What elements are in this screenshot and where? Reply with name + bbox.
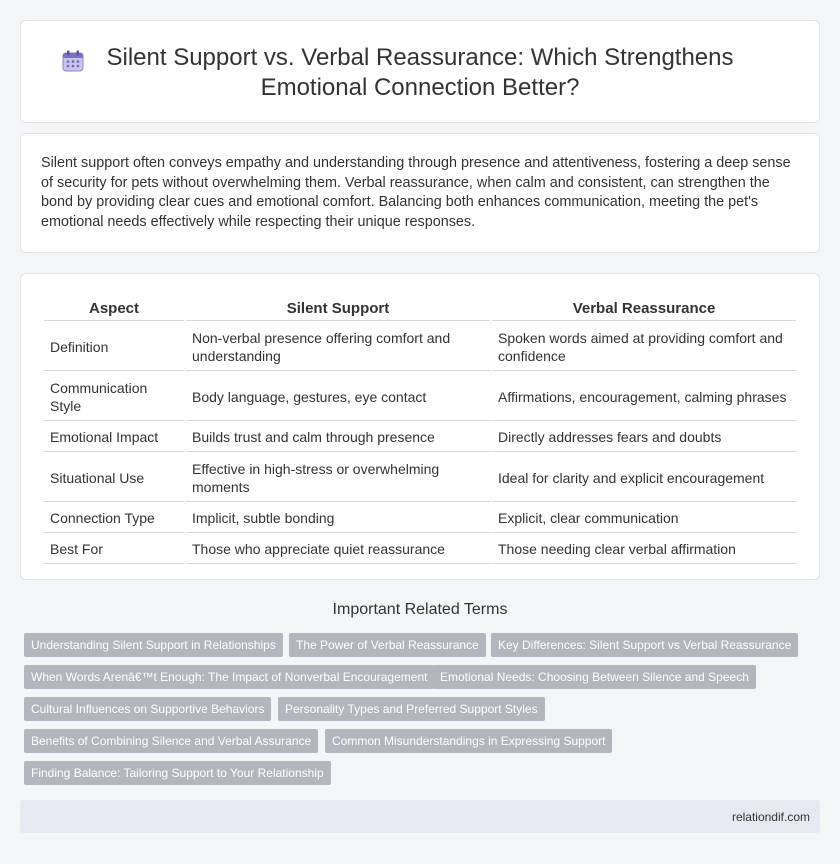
related-term-tag[interactable]: Key Differences: Silent Support vs Verbal Reassurance: [491, 633, 798, 657]
table-cell: Body language, gestures, eye contact: [186, 373, 490, 421]
related-term-tag[interactable]: Personality Types and Preferred Support Styles: [278, 697, 545, 721]
table-cell: Implicit, subtle bonding: [186, 504, 490, 533]
related-term-tag[interactable]: Finding Balance: Tailoring Support to Your Relationship: [24, 761, 331, 785]
footer-site-link[interactable]: relationdif.com: [731, 810, 810, 824]
table-cell: Explicit, clear communication: [492, 504, 796, 533]
related-term-tag[interactable]: When Words Arenâ€™t Enough: The Impact of Nonverbal Encouragement: [24, 665, 434, 689]
table-row: [44, 535, 796, 564]
table-row: [44, 373, 796, 421]
table-cell: Spoken words aimed at providing comfort and confidence: [492, 323, 796, 371]
related-term-tag[interactable]: Cultural Influences on Supportive Behaviors: [24, 697, 271, 721]
header-silent-support: Silent Support: [186, 296, 490, 321]
related-term-tag[interactable]: Benefits of Combining Silence and Verbal Assurance: [24, 729, 318, 753]
calendar-icon: [61, 49, 85, 73]
related-term-tag[interactable]: Common Misunderstandings in Expressing Support: [325, 729, 612, 753]
header-aspect: Aspect: [44, 296, 184, 321]
table-cell: Emotional Impact: [44, 423, 184, 452]
table-row: [44, 423, 796, 452]
comparison-card: [20, 273, 820, 580]
table-cell: Those who appreciate quiet reassurance: [186, 535, 490, 564]
intro-text: Silent support often conveys empathy and understanding through presence and attentiveness, fostering a deep sense of security for pets without overwhelming them. Verbal reassurance, when calm and consistent, can strengthen the bond by providing clear cues and emotional comfort. Balancing both enhances communication, meeting the pet's emotional needs effectively while respecting their unique responses.: [41, 155, 791, 230]
page-title-line2: Emotional Connection Better?: [260, 74, 580, 101]
table-cell: Builds trust and calm through presence: [186, 423, 490, 452]
table-row: [44, 504, 796, 533]
title-card: [20, 20, 820, 123]
table-cell: Connection Type: [44, 504, 184, 533]
table-cell: Directly addresses fears and doubts: [492, 423, 796, 452]
related-term-tag[interactable]: Emotional Needs: Choosing Between Silence and Speech: [433, 665, 756, 689]
related-terms-title: Important Related Terms: [332, 601, 508, 618]
table-cell: Communication Style: [44, 373, 184, 421]
related-term-tag[interactable]: Understanding Silent Support in Relationships: [24, 633, 283, 657]
table-header-row: [44, 296, 796, 321]
table-cell: Best For: [44, 535, 184, 564]
table-cell: Situational Use: [44, 454, 184, 502]
table-cell: Non-verbal presence offering comfort and understanding: [186, 323, 490, 371]
intro-card: [20, 133, 820, 253]
table-row: [44, 323, 796, 371]
page-title: [107, 43, 734, 103]
comparison-table: [42, 294, 798, 566]
header-verbal-reassurance: Verbal Reassurance: [492, 296, 796, 321]
table-cell: Those needing clear verbal affirmation: [492, 535, 796, 564]
footer: [20, 800, 820, 833]
table-cell: Affirmations, encouragement, calming phrases: [492, 373, 796, 421]
title-wrap: [107, 43, 734, 103]
table-cell: Effective in high-stress or overwhelming moments: [186, 454, 490, 502]
related-term-tag[interactable]: The Power of Verbal Reassurance: [289, 633, 486, 657]
page-title-line1: Silent Support vs. Verbal Reassurance: Which Strengthens: [106, 44, 734, 71]
table-cell: Ideal for clarity and explicit encouragement: [492, 454, 796, 502]
table-row: [44, 454, 796, 502]
table-cell: Definition: [44, 323, 184, 371]
